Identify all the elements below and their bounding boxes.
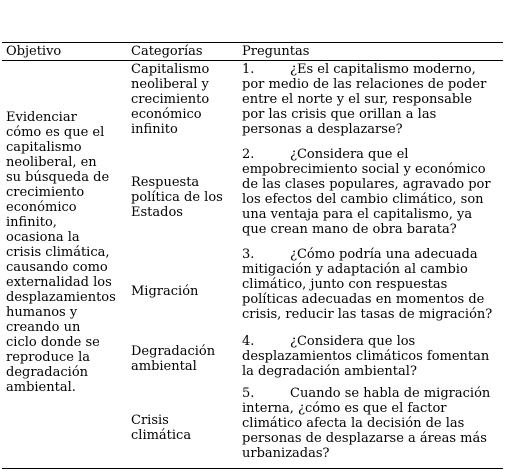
header-bottom-rule [2,60,503,61]
question-number: 2. [242,147,255,162]
question-text: ¿Considera que el empobrecimiento social y económico de las clases populares, agravado por los efectos del cambio climático, son una ventaja para el capitalismo, ya que crean mano de obra barata? [242,147,491,237]
question-3 [242,247,503,322]
category-respuesta-politica: Respuesta política de los Estados [131,175,223,220]
question-text: ¿Es el capitalismo moderno, por medio de las relaciones de poder entre el norte y el sur, responsable por las crisis que orillan a las personas a desplazarse? [242,62,487,137]
question-number: 3. [242,247,255,262]
table-top-rule [2,42,503,43]
question-text: Cuando se habla de migración interna, ¿cómo es que el factor climático afecta la decisión de las personas de desplazarse a áreas más urbanizadas? [242,386,491,461]
question-number: 1. [242,62,255,77]
question-number: 5. [242,386,255,401]
header-categorias: Categorías [131,44,203,59]
question-4 [242,334,503,379]
category-crisis-climatica: Crisis climática [131,413,192,443]
question-text: ¿Considera que los desplazamientos climáticos fomentan la degradación ambiental? [242,334,490,379]
question-5 [242,386,503,461]
category-degradacion: Degradación ambiental [131,344,216,374]
question-number: 4. [242,334,255,349]
question-text: ¿Cómo podría una adecuada mitigación y adaptación al cambio climático, junto con respuestas políticas adecuadas en momentos de crisis, reducir las tasas de migración? [242,247,493,322]
objective-text: Evidenciar cómo es que el capitalismo neoliberal, en su búsqueda de crecimiento económico infinito, ocasiona la crisis climática, causando como externalidad los desplazamientos humanos y creando un ciclo donde se reproduce la degradación ambiental. [6,110,116,395]
header-objetivo: Objetivo [6,44,62,59]
category-capitalismo: Capitalismo neoliberal y crecimiento económico infinito [131,62,210,137]
question-2 [242,147,503,237]
question-1 [242,62,503,137]
category-migracion: Migración [131,284,199,299]
table-bottom-rule [2,468,503,469]
header-preguntas: Preguntas [242,44,310,59]
